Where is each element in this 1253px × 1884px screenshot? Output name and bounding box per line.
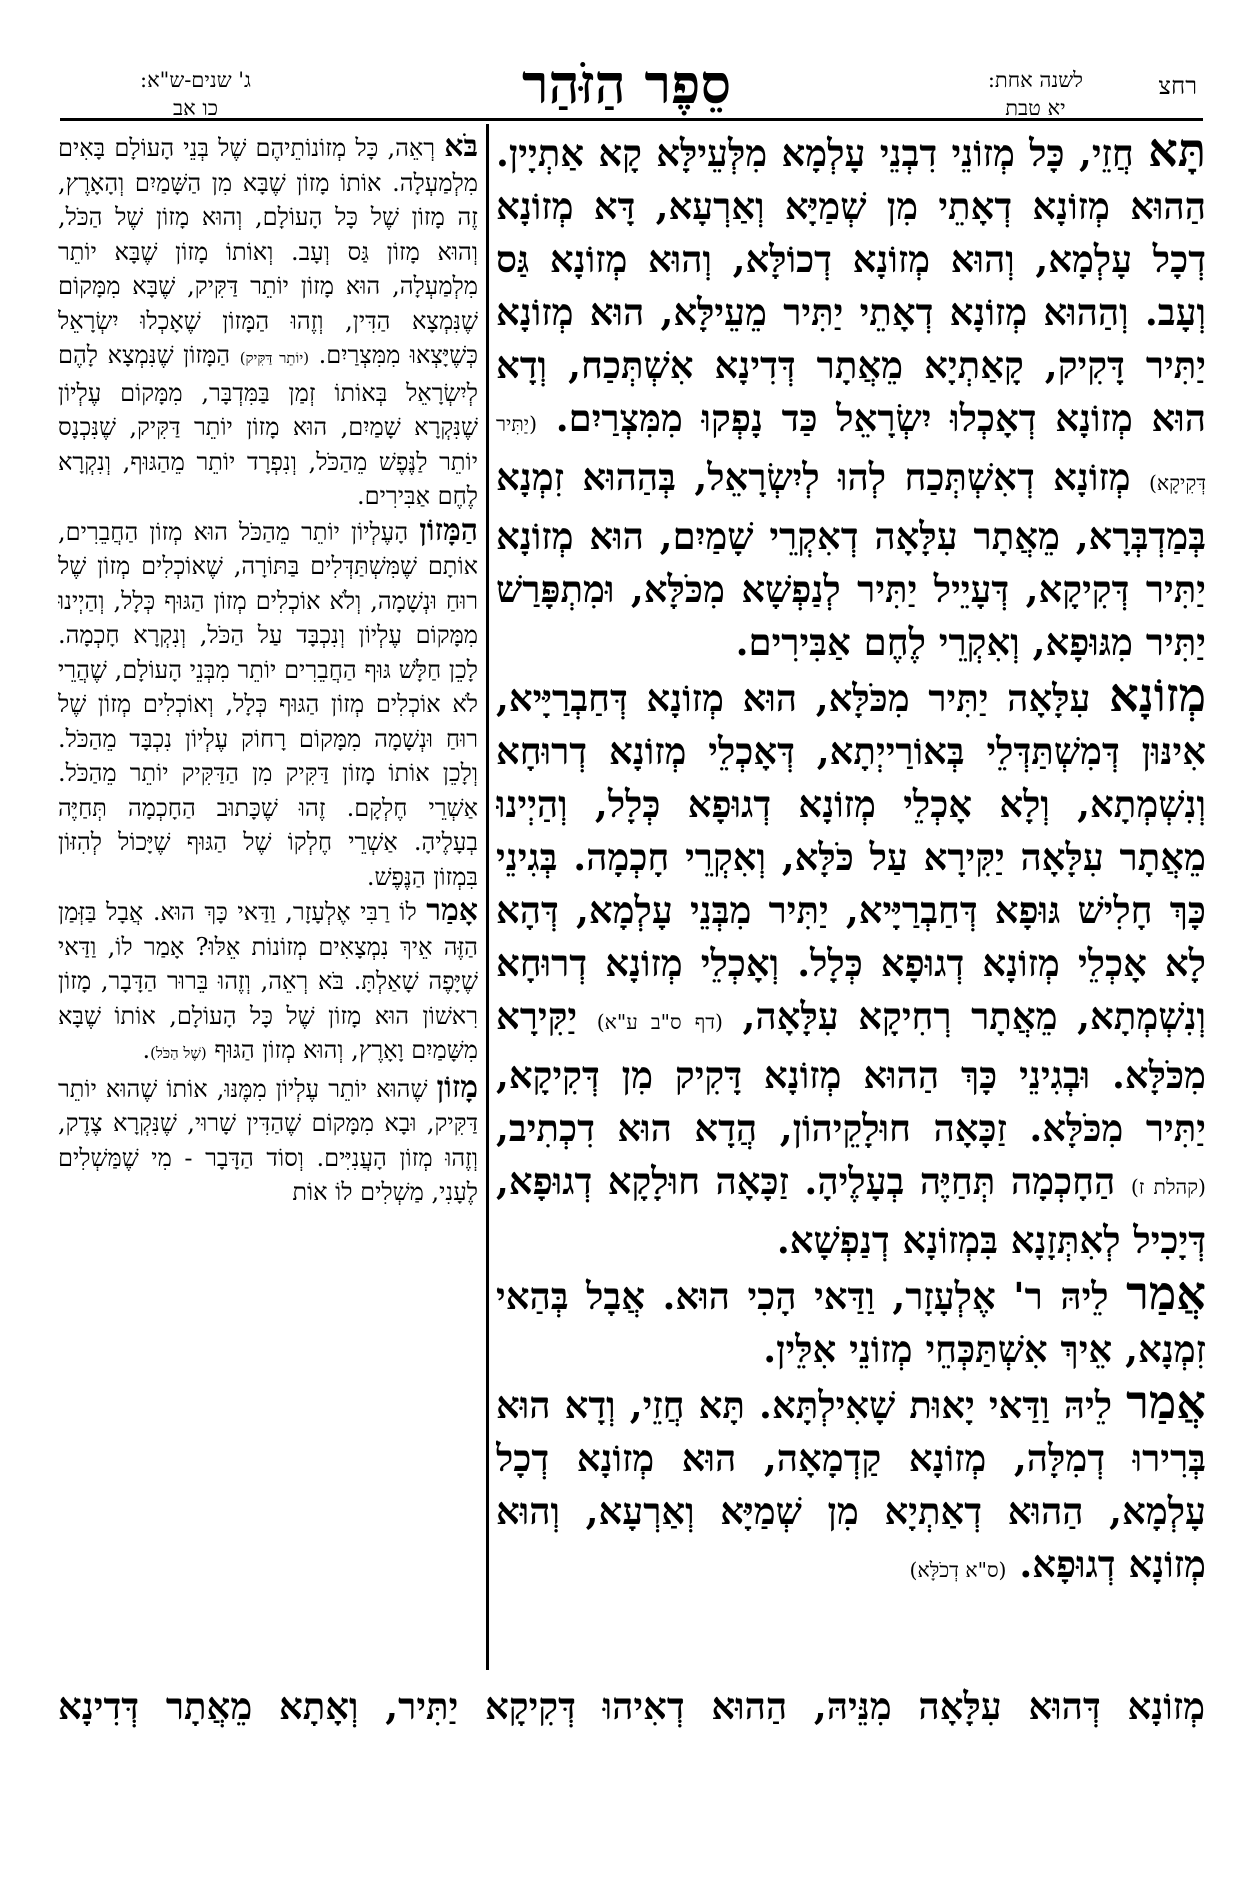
paragraph-text: לוֹ רַבִּי אֶלְעָזָר, וַדַּאי כָּךְ הוּא. אֲבָל בַּזְּמַן הַזֶּה אֵיךְ נִמְצָאִים מְזוֹנוֹת אֵלּוּ? אָמַר לוֹ, וַדַּאי שֶׁיָּפֶה שָׁאַלְתָּ. בֹּא רְאֵה, וְזֶהוּ בֵּרוּר הַדָּבָר, מָזוֹן רִאשׁוֹן הוּא מָזוֹן שֶׁל כָּל הָעוֹלָם, אוֹתוֹ שֶׁבָּא מִשָּׁמַיִם וָאָרֶץ, וְהוּא מְזוֹן הַגּוּף (58, 898, 478, 1064)
opening-word: תָּא (1148, 124, 1206, 177)
aramaic-paragraph (496, 669, 1206, 1267)
variant-note: (יוֹתֵר דַּקִּיק) (239, 349, 310, 367)
paragraph-text: הַחָכְמָה תְּחַיֶּה בְעָלֶיהָ. זַכָּאָה חוּלָקָא דְגוּפָא, דְּיָכִיל לְאִתְּזָנָא בִּמְזוֹנָא דְנַפְשָׁא. (496, 1159, 1206, 1262)
aramaic-paragraph (496, 124, 1206, 669)
paragraph-text: לֵיהּ וַדַּאי יָאוּת שָׁאִילְתָּא. תָּא חֲזֵי, וְדָא הוּא בְּרִירוּ דְמִלָּה, מְזוֹנָא קַדְמָאָה, הוּא מְזוֹנָא דְכָל עָלְמָא, הַהוּא דְאַתְיָא מִן שְׁמַיָּא וְאַרְעָא, וְהוּא מְזוֹנָא דְגוּפָא. (496, 1383, 1206, 1586)
opening-word: אֲמַר (1126, 1375, 1206, 1429)
paragraph-text: שֶׁהוּא יוֹתֵר עֶלְיוֹן מִמֶּנּוּ, אוֹתוֹ שֶׁהוּא יוֹתֵר דַּקִּיק, וּבָא מִמָּקוֹם שֶׁהַדִּין שָׁרוּי, שֶׁנִּקְרָא צֶדֶק, וְזֶהוּ מְזוֹן הָעֲנִיִּים. וְסוֹד הַדָּבָר - מִי שֶׁמַּשְׁלִים לֶעָנִי, מַשְׁלִים לוֹ אוֹת (58, 1074, 478, 1206)
opening-word: מְזוֹנָא (1109, 668, 1206, 722)
opening-word: אָמַר (426, 893, 478, 928)
hebrew-paragraph (58, 514, 478, 895)
paragraph-text: עִלָּאָה יַתִּיר מִכֹּלָּא, הוּא מְזוֹנָא דְּחַבְרַיָּיא, אִינּוּן דְּמִשְׁתַּדְּלֵי בְּאוֹרַייְתָא, דְּאָכְלֵי מְזוֹנָא דְרוּחָא וְנִשְׁמְתָא, וְלָא אָכְלֵי מְזוֹנָא דְגוּפָא כְּלָל, וְהַיְינוּ מֵאֲתָר עִלָּאָה יַקִּירָא עַל כֹּלָּא, וְאִקְרֵי חָכְמָה. בְּגִינֵי כָּךְ חָלִישׁ גּוּפָא דְּחַבְרַיָּיא, יַתִּיר מִבְּנֵי עָלְמָא, דְּהָא לָא אָכְלֵי מְזוֹנָא דְגוּפָא כְּלָל. וְאָכְלֵי מְזוֹנָא דְרוּחָא וְנִשְׁמְתָא, מֵאֲתָר רְחִיקָא עִלָּאָה, (496, 676, 1206, 1038)
schedule-label: לשנה אחת: (987, 68, 1083, 92)
variant-note: (ס"א דְכֹלָּא) (909, 1558, 1007, 1582)
paragraph-text: רְאֵה, כָּל מְזוֹנוֹתֵיהֶם שֶׁל בְּנֵי הָעוֹלָם בָּאִים מִלְמַעְלָה. אוֹתוֹ מָזוֹן שֶׁבָּא מִן הַשָּׁמַיִם וְהָאָרֶץ, זֶה מָזוֹן שֶׁל כָּל הָעוֹלָם, וְהוּא מָזוֹן שֶׁל הַכֹּל, וְהוּא מָזוֹן גַּס וְעָב. וְאוֹתוֹ מָזוֹן שֶׁבָּא יוֹתֵר מִלְמַעְלָה, הוּא מָזוֹן יוֹתֵר דַּקִּיק, שֶׁבָּא מִמָּקוֹם שֶׁנִּמְצָא הַדִּין, וְזֶהוּ הַמָּזוֹן שֶׁאָכְלוּ יִשְׂרָאֵל כְּשֶׁיָּצְאוּ מִמִּצְרַיִם. (58, 134, 478, 369)
hebrew-translation-column (58, 130, 478, 1670)
paragraph-text: חֲזֵי, כָּל מְזוֹנֵי דִבְנֵי עָלְמָא מִלְּעֵילָּא קָא אַתְיָין. הַהוּא מְזוֹנָא דְאָתֵי מִן שְׁמַיָּא וְאַרְעָא, דָּא מְזוֹנָא דְכָל עָלְמָא, וְהוּא מְזוֹנָא דְכוֹלָּא, וְהוּא מְזוֹנָא גַּס וְעָב. וְהַהוּא מְזוֹנָא דְאָתֵי יַתִּיר מֵעֵילָּא, הוּא מְזוֹנָא יַתִּיר דָּקִיק, קָאַתְיָא מֵאֲתָר דְּדִינָא אִשְׁתְּכַח, וְדָא הוּא מְזוֹנָא דְאָכְלוּ יִשְׂרָאֵל כַּד נָפְקוּ מִמִּצְרַיִם. (496, 131, 1206, 440)
opening-word: מָזוֹן (436, 1069, 478, 1105)
hebrew-paragraph (58, 894, 478, 1071)
variant-note: (שֶׁל הַכֹּל) (150, 1044, 207, 1062)
hebrew-paragraph (58, 1071, 478, 1210)
paragraph-text: יַקִּירָא מִכֹּלָּא. וּבְגִינֵי כָּךְ הַהוּא מְזוֹנָא דָּקִיק מִן דְּקִיקָא, יַתִּיר מִכֹּלָּא. זַכָּאָה חוּלָקֵיהוֹן, הֲדָא הוּא דִכְתִיב, (496, 994, 1206, 1150)
aramaic-paragraph (496, 1267, 1206, 1376)
paragraph-text: לֵיהּ ר' אֶלְעָזָר, וַדַּאי הָכִי הוּא. אֲבָל בְּהַאי זִמְנָא, אֵיךְ אִשְׁתַּכְּחֵי מְזוֹנֵי אִלֵּין. (496, 1274, 1206, 1371)
paragraph-text: הַמָּזוֹן שֶׁנִּמְצָא לָהֶם לְיִשְׂרָאֵל בְּאוֹתוֹ זְמַן בַּמִּדְבָּר, מִמָּקוֹם עֶלְיוֹן שֶׁנִּקְרָא שָׁמַיִם, הוּא מָזוֹן יוֹתֵר דַּקִּיק, שֶׁנִּכְנָס יוֹתֵר לַנֶּפֶשׁ מֵהַכֹּל, וְנִפְרָד יוֹתֵר מֵהַגּוּף, וְנִקְרָא לֶחֶם אַבִּירִים. (58, 341, 478, 510)
verse-reference: (קהלת ז) (1130, 1175, 1206, 1199)
page-reference: (דף ס"ב ע"א) (596, 1010, 723, 1034)
paragraph-end: . (142, 1036, 151, 1064)
opening-word: בֹּא (444, 130, 478, 164)
aramaic-paragraph (496, 1376, 1206, 1597)
page-title: סֵפֶר הַזֹּהַר (521, 52, 732, 116)
opening-word: הַמָּזוֹן (419, 512, 478, 548)
paragraph-text: מְזוֹנָא דְאִשְׁתְּכַח לְהוּ לְיִשְׂרָאֵל, בְּהַהוּא זִמְנָא בְּמַדְבְּרָא, מֵאֲתָר עִלָּאָה דְאִקְרֵי שָׁמַיִם, הוּא מְזוֹנָא יַתִּיר דְּקִיקָא, דְּעָיֵיל יַתִּיר לְנַפְשָׁא מִכֹּלָּא, וּמִתְפָּרַשׁ יַתִּיר מִגּוּפָא, וְאִקְרֵי לֶחֶם אַבִּירִים. (496, 455, 1206, 664)
column-divider (486, 124, 489, 1670)
opening-word: אֲמַר (1126, 1266, 1206, 1320)
paragraph-text: הָעֶלְיוֹן יוֹתֵר מֵהַכֹּל הוּא מְזוֹן הַחֲבֵרִים, אוֹתָם שֶׁמִּשְׁתַּדְּלִים בַּתּוֹרָה, שֶׁאוֹכְלִים מְזוֹן שֶׁל רוּחַ וּנְשָׁמָה, וְלֹא אוֹכְלִים מְזוֹן הַגּוּף כְּלָל, וְהַיְינוּ מִמָּקוֹם עֶלְיוֹן וְנִכְבָּד עַל הַכֹּל, וְנִקְרָא חָכְמָה. לָכֵן חַלָּשׁ גּוּף הַחֲבֵרִים יוֹתֵר מִבְּנֵי הָעוֹלָם, שֶׁהֲרֵי לֹא אוֹכְלִים מְזוֹן הַגּוּף כְּלָל, וְאוֹכְלִים מְזוֹן שֶׁל רוּחַ וּנְשָׁמָה מִמָּקוֹם רָחוֹק עֶלְיוֹן נִכְבָּד מֵהַכֹּל. וְלָכֵן אוֹתוֹ מָזוֹן דַּקִּיק מִן הַדַּקִּיק יוֹתֵר מֵהַכֹּל. אַשְׁרֵי חֶלְקָם. זֶהוּ שֶׁכָּתוּב הַחָכְמָה תְּחַיֶּה בְעָלֶיהָ. אַשְׁרֵי חֶלְקוֹ שֶׁל הַגּוּף שֶׁיָּכוֹל לְהִזּוֹן בִּמְזוֹן הַנֶּפֶשׁ. (58, 517, 478, 891)
aramaic-column (496, 124, 1206, 1664)
schedule-date: יא טבת (1005, 96, 1066, 120)
hebrew-paragraph (58, 130, 478, 514)
full-width-continuation-line: מְזוֹנָא דְּהוּא עִלָּאָה מִנֵּיהּ, הַהוּא דְאִיהוּ דְּקִיקָא יַתִּיר, וְאָתָא מֵאֲתָר דְּדִינָא (58, 1684, 1205, 1728)
header-rule (60, 118, 1203, 121)
reading-schedule-three-years (140, 66, 251, 122)
variant-note: (יַתִּיר דְּקִיקָא) (496, 412, 1206, 495)
schedule-label: ג' שנים-ש"א: (140, 68, 251, 92)
schedule-date: כו אב (172, 96, 219, 120)
page-number: רחצ (1158, 72, 1197, 100)
